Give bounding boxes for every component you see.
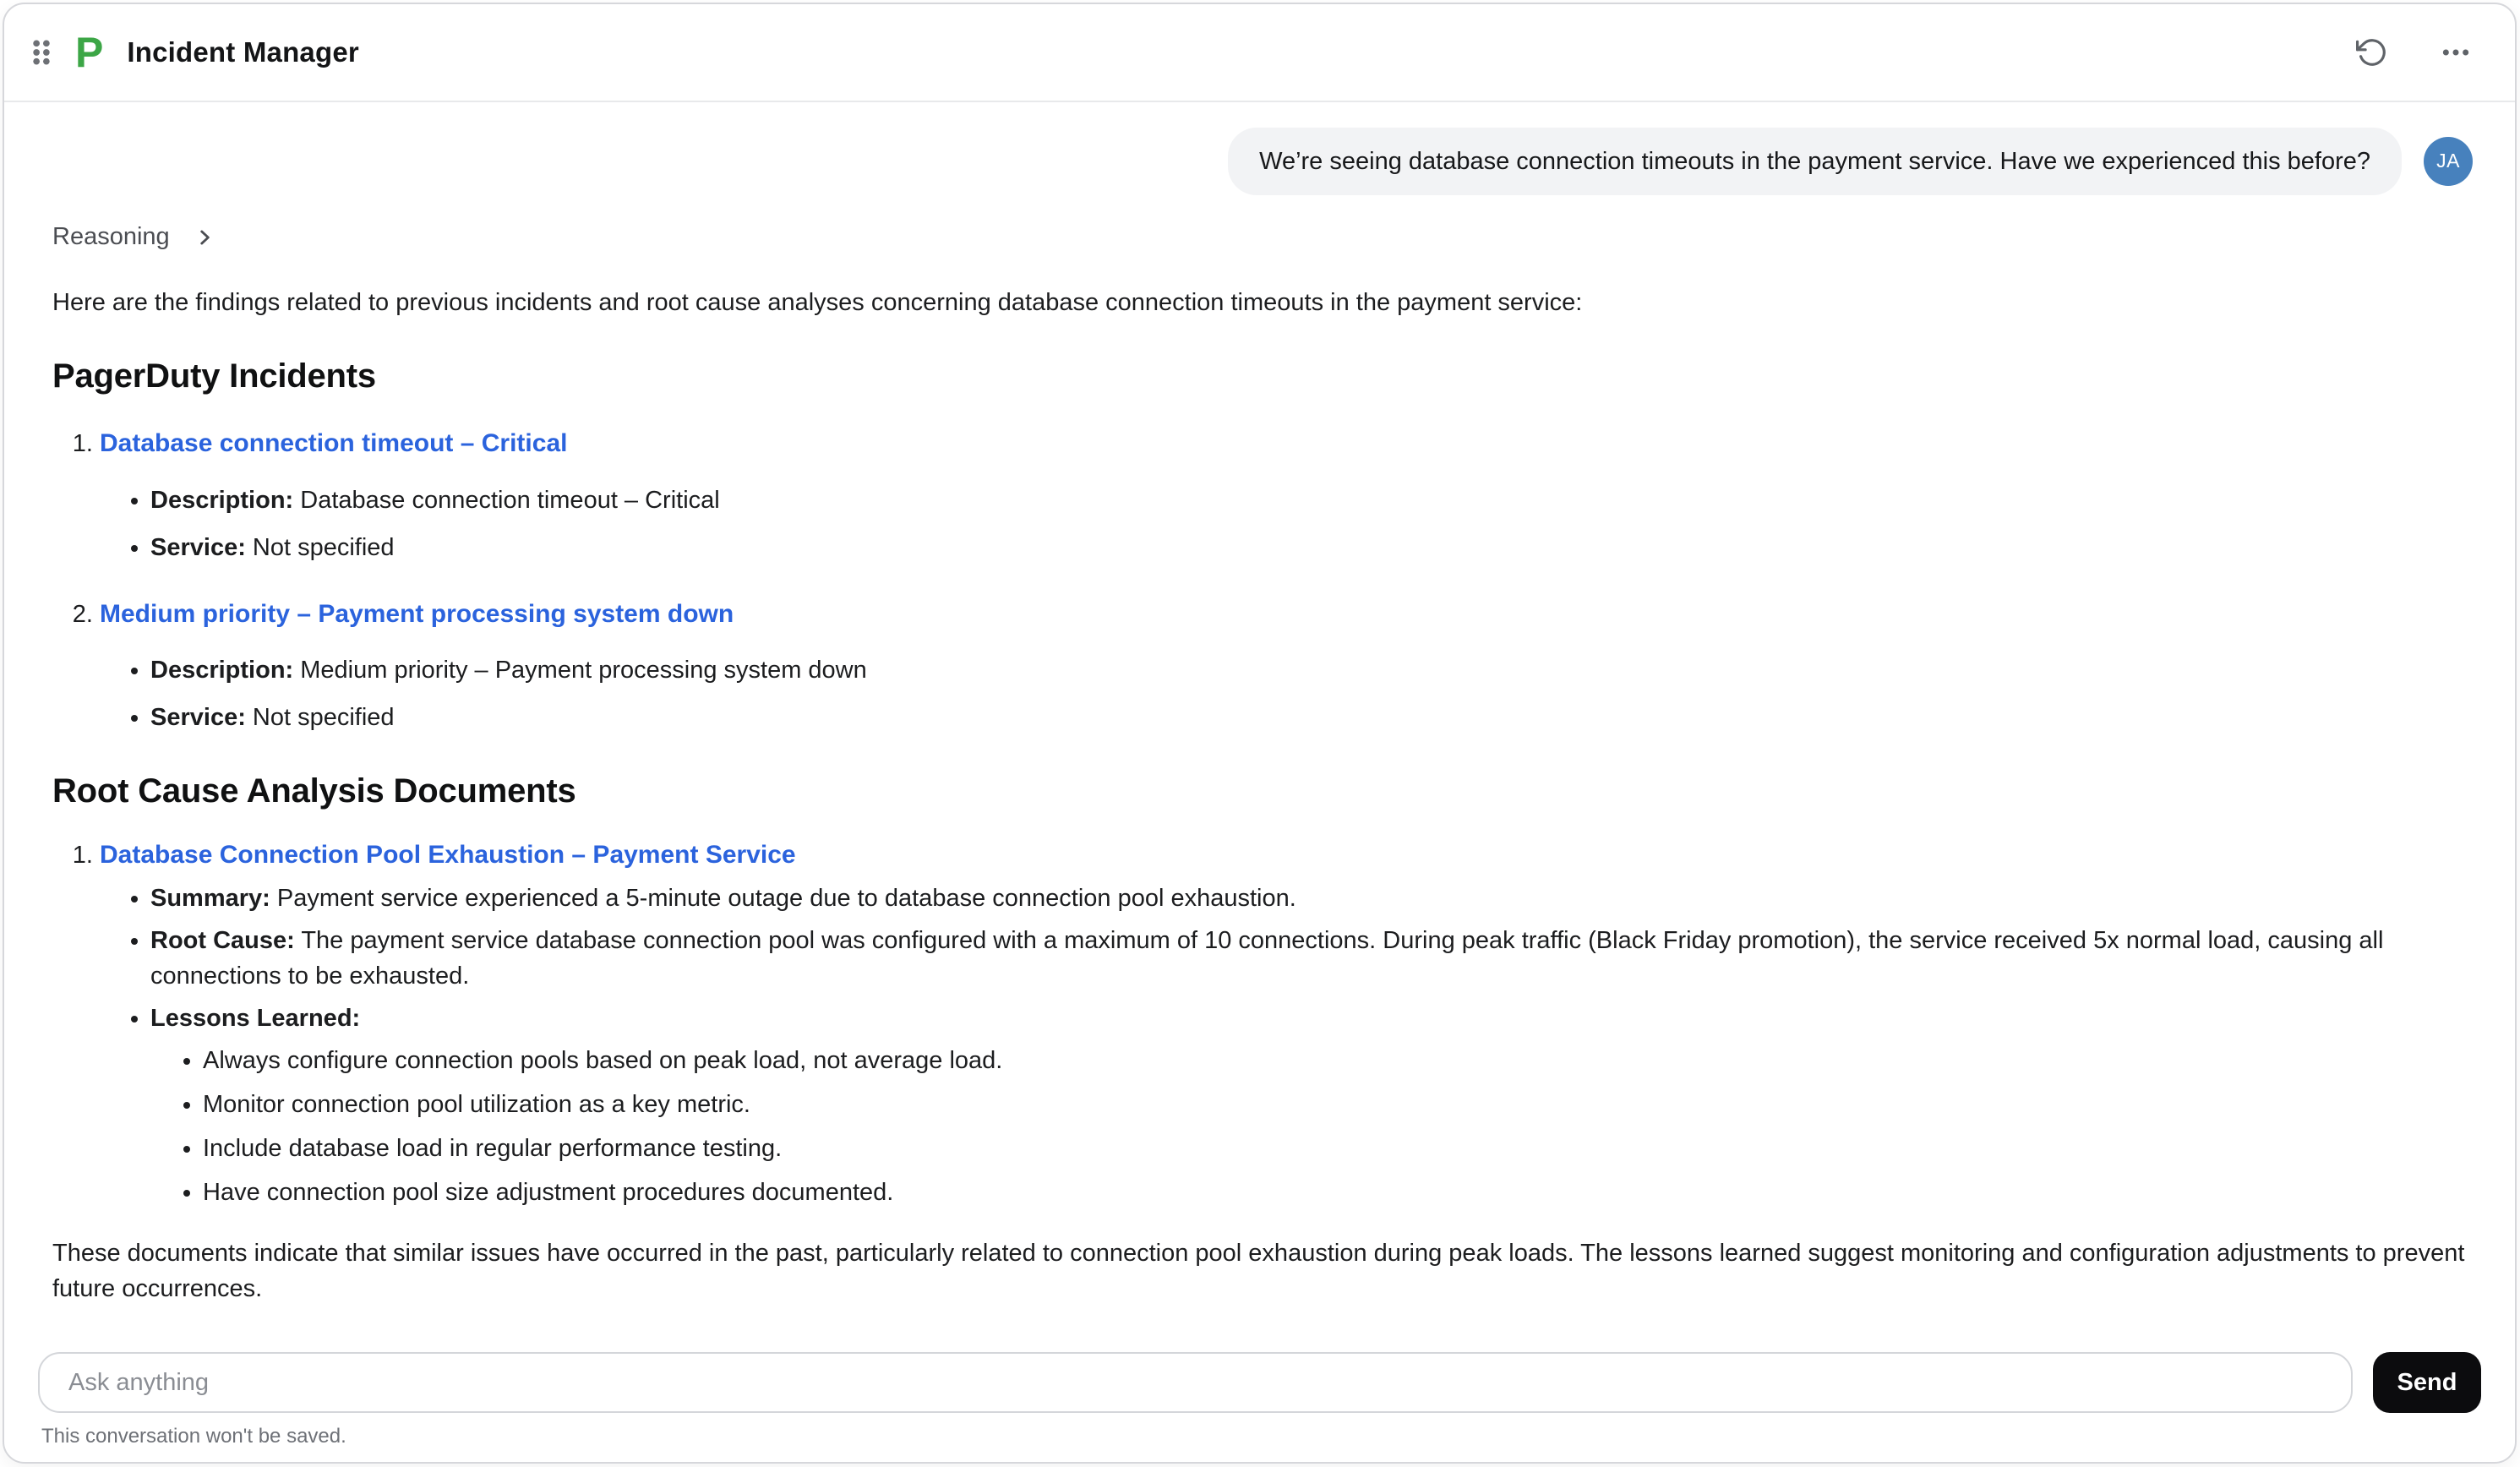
lesson-item: • Always configure connection pools based on peak load, not average load. [203, 1043, 2473, 1078]
section-heading-rca-documents: Root Cause Analysis Documents [52, 772, 576, 810]
detail-label: Summary: [150, 884, 270, 912]
detail-label: Lessons Learned: [150, 1004, 361, 1032]
rotate-ccw-icon [2356, 36, 2388, 68]
reasoning-toggle[interactable] [52, 223, 215, 251]
detail-item [150, 1001, 2473, 1210]
detail-label: Description: [150, 486, 294, 514]
detail-item [150, 483, 2473, 518]
composer [4, 1352, 2515, 1462]
header-actions [2353, 32, 2476, 73]
header-left [26, 31, 359, 74]
composer-row [38, 1352, 2481, 1413]
detail-value: Payment service experienced a 5-minute outage due to database connection pool exhaustion. [276, 884, 1296, 912]
detail-item [150, 700, 2473, 735]
more-options-button[interactable] [2435, 32, 2476, 73]
lessons-learned-list [150, 1043, 2473, 1210]
drag-handle-icon[interactable] [26, 34, 57, 71]
send-button[interactable]: Send [2373, 1352, 2481, 1413]
user-message-bubble: We’re seeing database connection timeouts in the payment service. Have we experienced this before? [1228, 128, 2402, 195]
lesson-item: • Monitor connection pool utilization as a key metric. [203, 1087, 2473, 1122]
detail-value: Not specified [252, 704, 395, 732]
incident-details [100, 483, 2473, 565]
incident-link[interactable]: Medium priority – Payment processing system down [100, 599, 734, 628]
assistant-message [52, 219, 2473, 1306]
detail-value: Medium priority – Payment processing system down [300, 657, 867, 684]
section-heading-pagerduty-incidents: PagerDuty Incidents [52, 357, 376, 395]
detail-label: Root Cause: [150, 926, 295, 954]
detail-item [150, 923, 2473, 994]
lesson-item: • Include database load in regular performance testing. [203, 1131, 2473, 1166]
detail-value: Database connection timeout – Critical [300, 486, 720, 514]
header [4, 4, 2515, 102]
rca-document-link[interactable]: Database Connection Pool Exhaustion – Payment Service [100, 841, 796, 870]
incident-list [52, 425, 2473, 735]
rca-document-list [52, 837, 2473, 1210]
reset-conversation-button[interactable] [2353, 33, 2392, 72]
detail-value: The payment service database connection pool was configured with a maximum of 10 connections. During peak traffic (Black Friday promotion), the service received 5x normal load, causing all connections to be exhausted. [150, 926, 2384, 990]
chevron-right-icon [194, 226, 215, 248]
detail-label: Description: [150, 657, 294, 684]
user-avatar: JA [2424, 137, 2473, 186]
closing-paragraph: These documents indicate that similar issues have occurred in the past, particularly related to connection pool exhaustion during peak loads. The lessons learned suggest monitoring and configuration adjustments to prevent future occurrences. [52, 1240, 2465, 1303]
detail-item [150, 530, 2473, 565]
list-item [100, 837, 2473, 1210]
reasoning-label: Reasoning [52, 223, 170, 251]
list-item [100, 596, 2473, 736]
incident-details [100, 652, 2473, 735]
rca-details [100, 881, 2473, 1210]
disclaimer-text: This conversation won't be saved. [41, 1425, 346, 1448]
incident-link[interactable]: Database connection timeout – Critical [100, 429, 568, 458]
ellipsis-icon [2439, 35, 2473, 69]
lesson-item: • Have connection pool size adjustment procedures documented. [203, 1175, 2473, 1210]
detail-value: Not specified [252, 533, 395, 561]
pagerduty-logo: P [75, 29, 104, 76]
user-message-row [52, 128, 2473, 195]
detail-item [150, 881, 2473, 916]
detail-item [150, 652, 2473, 688]
intro-paragraph: Here are the findings related to previous incidents and root cause analyses concerning database connection timeouts in the payment service: [52, 289, 1583, 317]
incident-manager-window [3, 3, 2517, 1464]
list-item [100, 425, 2473, 565]
detail-label: Service: [150, 533, 246, 561]
chat-input[interactable] [38, 1352, 2353, 1413]
chat-area [4, 102, 2515, 1352]
detail-label: Service: [150, 704, 246, 732]
page-title: Incident Manager [127, 36, 359, 68]
